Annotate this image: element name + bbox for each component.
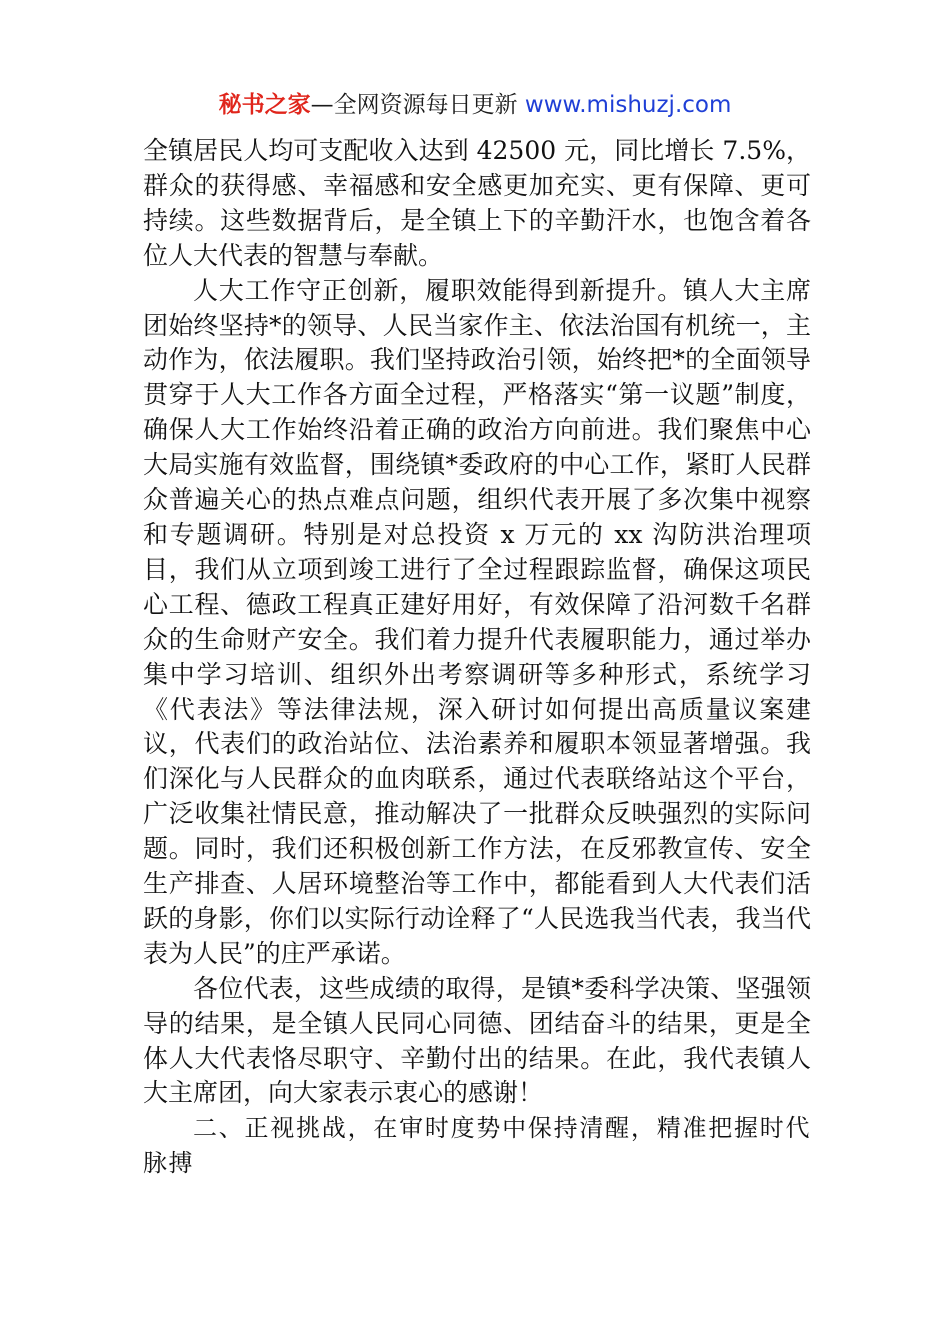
section-heading: 二、正视挑战，在审时度势中保持清醒，精准把握时代脉搏 — [143, 1114, 811, 1178]
paragraph-continuation: 全镇居民人均可支配收入达到 42500 元，同比增长 7.5%，群众的获得感、幸福感和安全感更加充实、更有保障、更可持续。这些数据背后，是全镇上下的辛勤汗水，也饱含着各位人大代表的智慧与奉献。 — [143, 136, 811, 270]
paragraph-thanks: 各位代表，这些成绩的取得，是镇*委科学决策、坚强领导的结果，是全镇人民同心同德、团结奋斗的结果，更是全体人大代表恪尽职守、辛勤付出的结果。在此，我代表镇人大主席团，向大家表示衷心的感谢！ — [143, 973, 811, 1108]
page-header — [0, 88, 950, 122]
header-slogan: —全网资源每日更新 — [310, 92, 525, 118]
document-body — [143, 134, 811, 1181]
header-brand: 秘书之家 — [218, 92, 311, 118]
paragraph-people-congress-work: 人大工作守正创新，履职效能得到新提升。镇人大主席团始终坚持*的领导、人民当家作主、依法治国有机统一，主动作为，依法履职。我们坚持政治引领，始终把*的全面领导贯穿于人大工作各方面全过程，严格落实“第一议题”制度，确保人大工作始终沿着正确的政治方向前进。我们聚焦中心大局实施有效监督，围绕镇*委政府的中心工作，紧盯人民群众普遍关心的热点难点问题，组织代表开展了多次集中视察和专题调研。特别是对总投资 x 万元的 xx 沟防洪治理项目，我们从立项到竣工进行了全过程跟踪监督，确保这项民心工程、德政工程真正建好用好，有效保障了沿河数千名群众的生命财产安全。我们着力提升代表履职能力，通过举办集中学习培训、组织外出考察调研等多种形式，系统学习《代表法》等法律法规，深入研讨如何提出高质量议案建议，代表们的政治站位、法治素养和履职本领显著增强。我们深化与人民群众的血肉联系，通过代表联络站这个平台，广泛收集社情民意，推动解决了一批群众反映强烈的实际问题。同时，我们还积极创新工作方法，在反邪教宣传、安全生产排查、人居环境整治等工作中，都能看到人大代表们活跃的身影，你们以实际行动诠释了“人民选我当代表，我当代表为人民”的庄严承诺。 — [143, 275, 811, 968]
header-site-link[interactable]: www.mishuzj.com — [524, 92, 732, 118]
